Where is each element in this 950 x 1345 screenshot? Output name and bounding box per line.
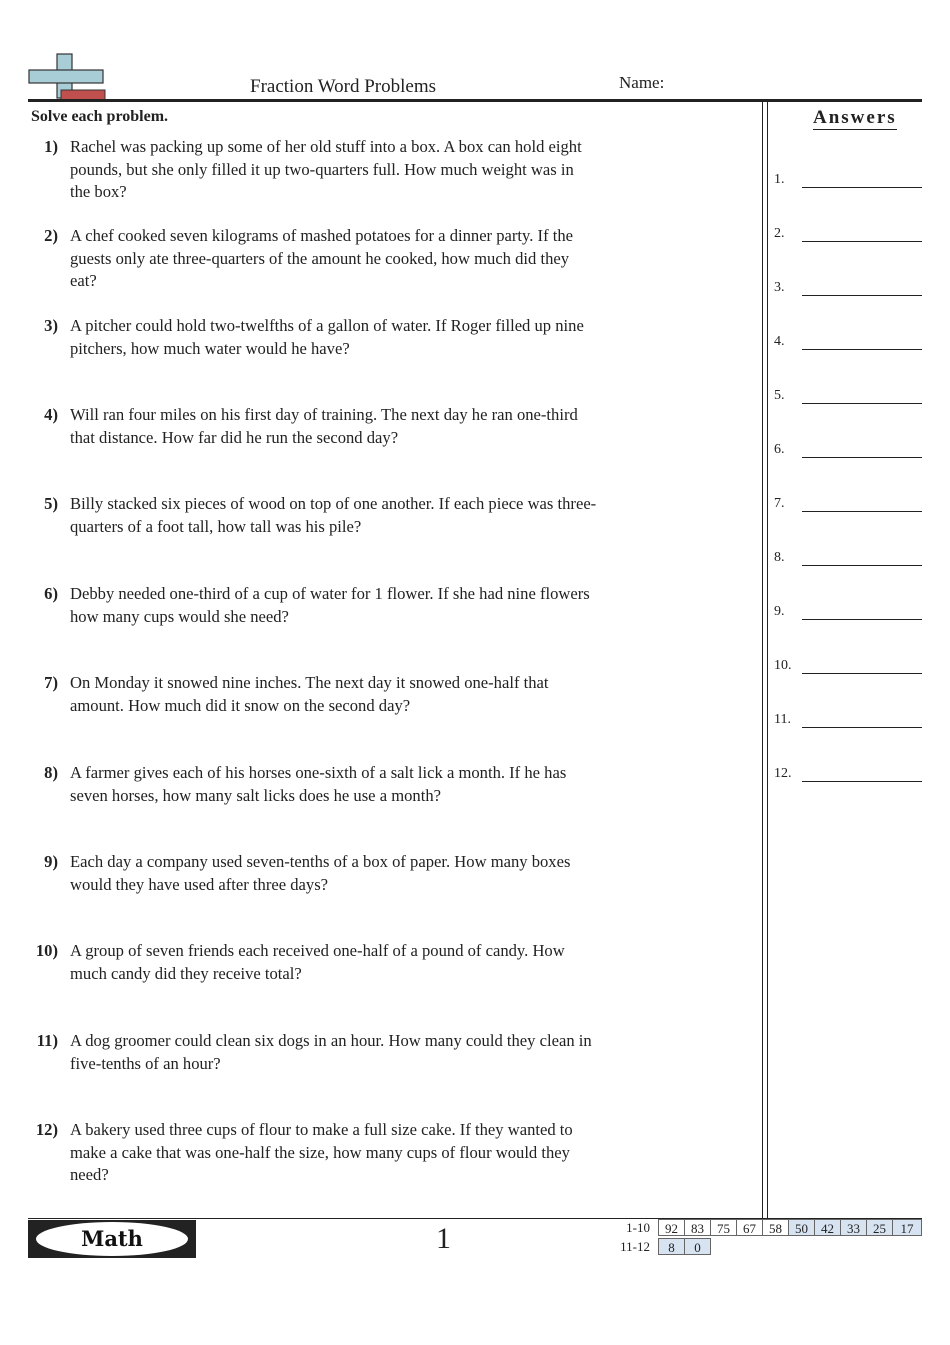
answer-10[interactable] [774,658,924,674]
problem-text: A pitcher could hold two-twelfths of a gallon of water. If Roger filled up nine pitchers, how much water would he have? [70,316,584,358]
plus-logo-icon [28,52,108,102]
answer-4[interactable] [774,334,924,350]
score-cell: 83 [684,1219,711,1236]
problem-number: 12) [35,1120,58,1139]
answer-line[interactable] [802,241,922,242]
answer-label: 9. [774,604,785,619]
problem-number: 9) [44,852,58,871]
answer-label: 4. [774,334,785,349]
problem-number: 7) [44,673,58,692]
problem-number: 2) [44,226,58,245]
answer-6[interactable] [774,442,924,458]
problem-number: 5) [44,494,58,513]
problem-number: 4) [44,405,58,424]
column-divider [762,102,763,1218]
answer-line[interactable] [802,403,922,404]
problem-number: 8) [44,763,58,782]
header-rule [28,99,922,102]
score-cell: 75 [710,1219,737,1236]
score-cell: 33 [840,1219,867,1236]
answer-line[interactable] [802,187,922,188]
answer-label: 3. [774,280,785,295]
problem-12 [28,1119,598,1187]
answer-line[interactable] [802,673,922,674]
worksheet-title: Fraction Word Problems [250,76,436,97]
problem-2 [28,225,598,293]
instructions: Solve each problem. [31,108,169,125]
answer-3[interactable] [774,280,924,296]
answer-label: 12. [774,766,792,781]
problem-4 [28,404,598,449]
problem-7 [28,672,598,717]
answer-2[interactable] [774,226,924,242]
problem-number: 11) [36,1031,58,1050]
score-cell: 0 [684,1238,711,1255]
problem-text: On Monday it snowed nine inches. The next day it snowed one-half that amount. How much did it snow on the second day? [70,673,549,715]
answer-line[interactable] [802,511,922,512]
problem-10 [28,940,598,985]
score-cell: 50 [788,1219,815,1236]
name-label: Name: [619,73,665,92]
problem-3 [28,315,598,360]
problem-11 [28,1030,598,1075]
problem-text: A farmer gives each of his horses one-sixth of a salt lick a month. If he has seven horses, how many salt licks does he use a month? [70,763,567,805]
problem-number: 1) [44,137,58,156]
problem-text: Each day a company used seven-tenths of a box of paper. How many boxes would they have used after three days? [70,852,571,894]
problem-text: Will ran four miles on his first day of training. The next day he ran one-third that distance. How far did he run the second day? [70,405,578,447]
answer-9[interactable] [774,604,924,620]
answer-line[interactable] [802,619,922,620]
score-row-label: 1-10 [626,1220,650,1235]
answer-12[interactable] [774,766,924,782]
answer-label: 5. [774,388,785,403]
problem-number: 10) [35,941,58,960]
score-cell: 58 [762,1219,789,1236]
problem-number: 3) [44,316,58,335]
answer-line[interactable] [802,457,922,458]
problem-number: 6) [44,584,58,603]
answer-8[interactable] [774,550,924,566]
problem-text: A dog groomer could clean six dogs in an hour. How many could they clean in five-tenths of an hour? [70,1031,592,1073]
answer-line[interactable] [802,565,922,566]
answer-label: 6. [774,442,785,457]
score-cell: 8 [658,1238,685,1255]
score-cell: 67 [736,1219,763,1236]
answer-label: 10. [774,658,792,673]
math-label: Math [36,1222,188,1256]
score-row-label: 11-12 [620,1239,650,1254]
problem-8 [28,762,598,807]
column-divider [767,102,768,1218]
score-cell: 17 [892,1219,922,1236]
problem-text: A group of seven friends each received one-half of a pound of candy. How much candy did they receive total? [70,941,565,983]
answers-heading: Answers [813,107,897,128]
problem-6 [28,583,598,628]
problem-text: Debby needed one-third of a cup of water for 1 flower. If she had nine flowers how many cups would she need? [70,584,590,626]
problem-text: A bakery used three cups of flour to make a full size cake. If they wanted to make a cake that was one-half the size, how many cups of flour would they need? [70,1120,573,1184]
answer-5[interactable] [774,388,924,404]
page-number: 1 [436,1222,451,1255]
answer-1[interactable] [774,172,924,188]
answer-line[interactable] [802,727,922,728]
problem-text: Billy stacked six pieces of wood on top of one another. If each piece was three-quarters of a foot tall, how tall was his pile? [70,494,597,536]
answer-7[interactable] [774,496,924,512]
answer-line[interactable] [802,349,922,350]
answer-label: 8. [774,550,785,565]
answer-line[interactable] [802,295,922,296]
answer-label: 7. [774,496,785,511]
answer-label: 11. [774,712,791,727]
answer-label: 2. [774,226,785,241]
problem-text: A chef cooked seven kilograms of mashed potatoes for a dinner party. If the guests only ate three-quarters of the amount he cooked, how much did they eat? [70,226,574,290]
score-cell: 42 [814,1219,841,1236]
answer-label: 1. [774,172,785,187]
score-cell: 92 [658,1219,685,1236]
problem-1 [28,136,598,204]
answer-line[interactable] [802,781,922,782]
problem-9 [28,851,598,896]
problem-text: Rachel was packing up some of her old stuff into a box. A box can hold eight pounds, but she only filled it up two-quarters full. How much weight was in the box? [70,137,582,201]
answer-11[interactable] [774,712,924,728]
score-cell: 25 [866,1219,893,1236]
problem-5 [28,493,598,538]
